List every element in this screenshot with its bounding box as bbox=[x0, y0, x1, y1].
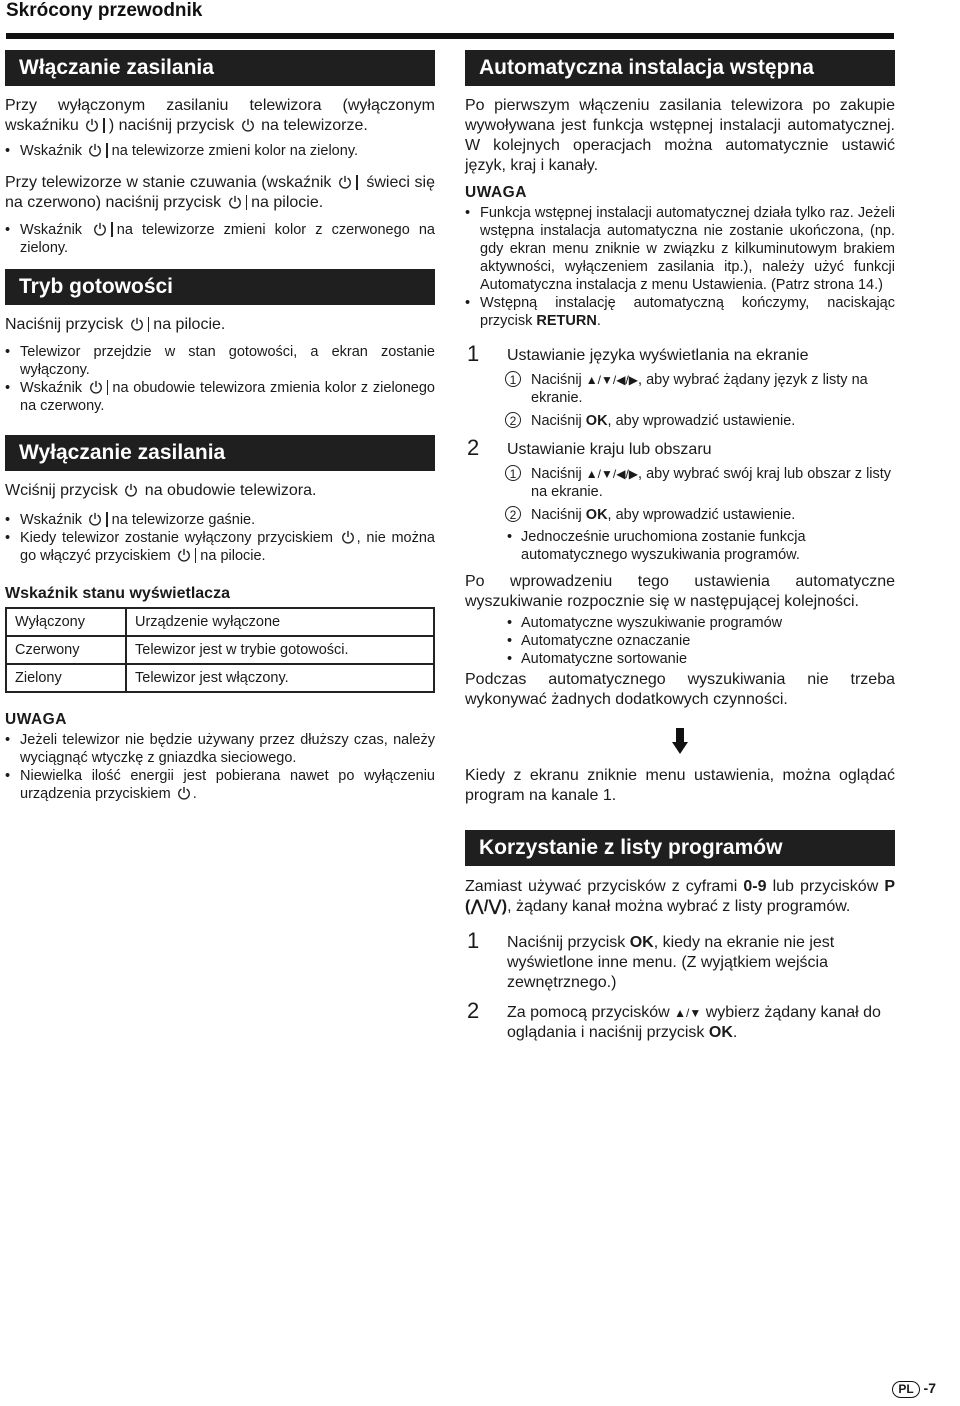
step-language bbox=[465, 341, 895, 366]
indicator-bar-icon bbox=[107, 380, 109, 395]
program-list-para: Zamiast używać przycisków z cyframi 0-9 lub przycisków P (⋀/⋁), żądany kanał można wybrać z listy programów. bbox=[465, 878, 895, 915]
power-icon bbox=[85, 118, 99, 132]
page-number: PL -7 bbox=[892, 1380, 936, 1398]
table-cell: Urządzenie wyłączone bbox=[126, 608, 434, 636]
table-cell: Czerwony bbox=[6, 636, 126, 664]
arrow-down-icon bbox=[672, 728, 688, 754]
list-item: • Wskaźnik na obudowie telewizora zmienia kolor z zielonego na czerwony. bbox=[5, 379, 435, 415]
power-icon bbox=[338, 175, 352, 189]
list-item: • Niewielka ilość energii jest pobierana nawet po wyłączeniu urządzenia przyciskiem . bbox=[5, 767, 435, 803]
power-icon bbox=[177, 548, 191, 562]
standby-para: Przy telewizorze w stanie czuwania (wskaźnik świeci się na czerwono) naciśnij przycisk na pilocie. bbox=[5, 174, 436, 211]
substep: 2 Naciśnij OK, aby wprowadzić ustawienie. bbox=[465, 506, 895, 524]
indicator-bar-icon bbox=[106, 143, 108, 158]
right-column bbox=[465, 50, 895, 1043]
left-column bbox=[5, 50, 435, 803]
substep-number: 2 bbox=[505, 412, 521, 428]
step-select-channel: 2 Za pomocą przycisków ▲/▼ wybierz żądany kanał do oglądania i naciśnij przycisk OK. bbox=[467, 998, 881, 1041]
auto-search-para: Po wprowadzeniu tego ustawienia automatyczne wyszukiwanie rozpocznie się w następującej kolejności. bbox=[465, 573, 895, 610]
step-title: Ustawianie języka wyświetlania na ekranie bbox=[507, 347, 809, 364]
list-item: • Wskaźnik na telewizorze zmieni kolor na zielony. bbox=[5, 142, 435, 160]
list-item: • Telewizor przejdzie w stan gotowości, a ekran zostanie wyłączony. bbox=[5, 343, 435, 379]
substep: 2 Naciśnij OK, aby wprowadzić ustawienie. bbox=[465, 412, 895, 430]
final-para: Kiedy z ekranu zniknie menu ustawienia, można oglądać program na kanale 1. bbox=[465, 767, 895, 804]
substep: 1 Naciśnij ▲/▼/◀/▶, aby wybrać żądany język z listy na ekranie. bbox=[465, 371, 895, 407]
list-item: • Wstępną instalację automatyczną kończymy, naciskając przycisk RETURN. bbox=[465, 294, 895, 330]
auto-install-notes bbox=[465, 204, 895, 330]
power-icon bbox=[177, 786, 191, 800]
power-icon bbox=[124, 483, 138, 497]
indicator-bar-icon bbox=[148, 317, 150, 332]
note-label: UWAGA bbox=[465, 184, 527, 201]
table-cell: Wyłączony bbox=[6, 608, 126, 636]
standby-mode-bullets bbox=[5, 343, 435, 415]
power-icon bbox=[88, 512, 102, 526]
list-item: • Wskaźnik na telewizorze zmieni kolor z czerwonego na zielony. bbox=[5, 221, 435, 257]
indicator-bar-icon bbox=[111, 222, 113, 237]
step-number: 2 bbox=[467, 435, 480, 460]
list-item: • Kiedy telewizor zostanie wyłączony przyciskiem , nie można go włączyć przyciskiem na pilocie. bbox=[5, 529, 435, 565]
indicator-bar-icon bbox=[106, 512, 108, 527]
step-country bbox=[465, 435, 895, 460]
page-title: Skrócony przewodnik bbox=[6, 0, 203, 21]
power-icon bbox=[241, 118, 255, 132]
table-row bbox=[6, 608, 434, 636]
section-program-list-title: Korzystanie z listy programów bbox=[465, 830, 895, 866]
power-icon bbox=[341, 530, 355, 544]
step-open-list: 1 Naciśnij przycisk OK, kiedy na ekranie nie jest wyświetlone inne menu. (Z wyjątkiem wejścia zewnętrznego.) bbox=[467, 928, 835, 991]
power-on-para: Przy wyłączonym zasilaniu telewizora (wyłączonym wskaźniku ) naciśnij przycisk na telewizorze. bbox=[5, 97, 435, 134]
list-item: • Funkcja wstępnej instalacji automatycznej działa tylko raz. Jeżeli wstępna instalacja automatyczna nie zostanie ukończona, (np. gdy ekran menu zniknie w związku z kilkuminutowym brakiem aktywności, wyłączeniem zasilania itp.), należy użyć funkcji Automatyczna instalacja z menu Ustawienia. (Patrz strona 14.) bbox=[465, 204, 895, 294]
table-cell: Telewizor jest włączony. bbox=[135, 670, 289, 686]
step-title: Ustawianie kraju lub obszaru bbox=[507, 441, 712, 458]
top-rule bbox=[6, 33, 894, 39]
section-standby-title: Tryb gotowości bbox=[5, 269, 435, 305]
substep-number: 1 bbox=[505, 465, 521, 481]
indicator-bar-icon bbox=[246, 195, 248, 210]
language-badge: PL bbox=[892, 1381, 919, 1398]
indicator-table bbox=[5, 607, 435, 693]
list-item: • Jeżeli telewizor nie będzie używany przez dłuższy czas, należy wyciągnąć wtyczkę z gniazdka sieciowego. bbox=[5, 731, 435, 767]
power-icon bbox=[88, 143, 102, 157]
arrow-keys-icon: ▲/▼ bbox=[674, 1006, 702, 1020]
power-icon bbox=[89, 380, 103, 394]
power-on-bullets bbox=[5, 142, 435, 160]
sequence-list bbox=[465, 614, 895, 668]
no-action-para: Podczas automatycznego wyszukiwania nie trzeba wykonywać żadnych dodatkowych czynności. bbox=[465, 671, 895, 708]
substep-number: 2 bbox=[505, 506, 521, 522]
step-number: 1 bbox=[467, 928, 480, 953]
table-row bbox=[6, 636, 434, 664]
indicator-bar-icon bbox=[195, 548, 197, 563]
power-off-para: Wciśnij przycisk na obudowie telewizora. bbox=[5, 482, 317, 499]
table-cell: Zielony bbox=[6, 664, 126, 692]
power-off-bullets bbox=[5, 511, 435, 565]
step-number: 1 bbox=[467, 341, 480, 366]
power-icon bbox=[228, 195, 242, 209]
substep: 1 Naciśnij ▲/▼/◀/▶, aby wybrać swój kraj lub obszar z listy na ekranie. bbox=[465, 465, 895, 501]
list-item: • Automatyczne oznaczanie bbox=[465, 632, 895, 650]
section-power-on-title: Włączanie zasilania bbox=[5, 50, 435, 86]
list-item: • Automatyczne sortowanie bbox=[465, 650, 895, 668]
note-label: UWAGA bbox=[5, 711, 67, 728]
indicator-bar-icon bbox=[103, 118, 105, 133]
note-bullets bbox=[5, 731, 435, 803]
auto-install-intro: Po pierwszym włączeniu zasilania telewizora po zakupie wywoływana jest funkcja wstępnej instalacji automatycznej. W kolejnych operacjach można automatycznie ustawić język, kraj i kanały. bbox=[465, 97, 895, 174]
section-auto-install-title: Automatyczna instalacja wstępna bbox=[465, 50, 895, 86]
table-row bbox=[6, 664, 434, 692]
substep-note: • Jednocześnie uruchomiona zostanie funkcja automatycznego wyszukiwania programów. bbox=[465, 528, 895, 564]
arrow-keys-icon: ▲/▼/◀/▶ bbox=[585, 467, 639, 481]
list-item: • Wskaźnik na telewizorze gaśnie. bbox=[5, 511, 435, 529]
power-icon bbox=[130, 317, 144, 331]
arrow-keys-icon: ▲/▼/◀/▶ bbox=[585, 373, 639, 387]
standby-bullets bbox=[5, 221, 435, 257]
list-item: • Automatyczne wyszukiwanie programów bbox=[465, 614, 895, 632]
indicator-bar-icon bbox=[356, 175, 358, 190]
substep-number: 1 bbox=[505, 371, 521, 387]
table-cell: Telewizor jest w trybie gotowości. bbox=[126, 636, 434, 664]
section-power-off-title: Wyłączanie zasilania bbox=[5, 435, 435, 471]
step-number: 2 bbox=[467, 998, 480, 1023]
power-icon bbox=[93, 222, 107, 236]
standby-mode-para: Naciśnij przycisk na pilocie. bbox=[5, 316, 226, 333]
indicator-heading: Wskaźnik stanu wyświetlacza bbox=[5, 585, 230, 602]
